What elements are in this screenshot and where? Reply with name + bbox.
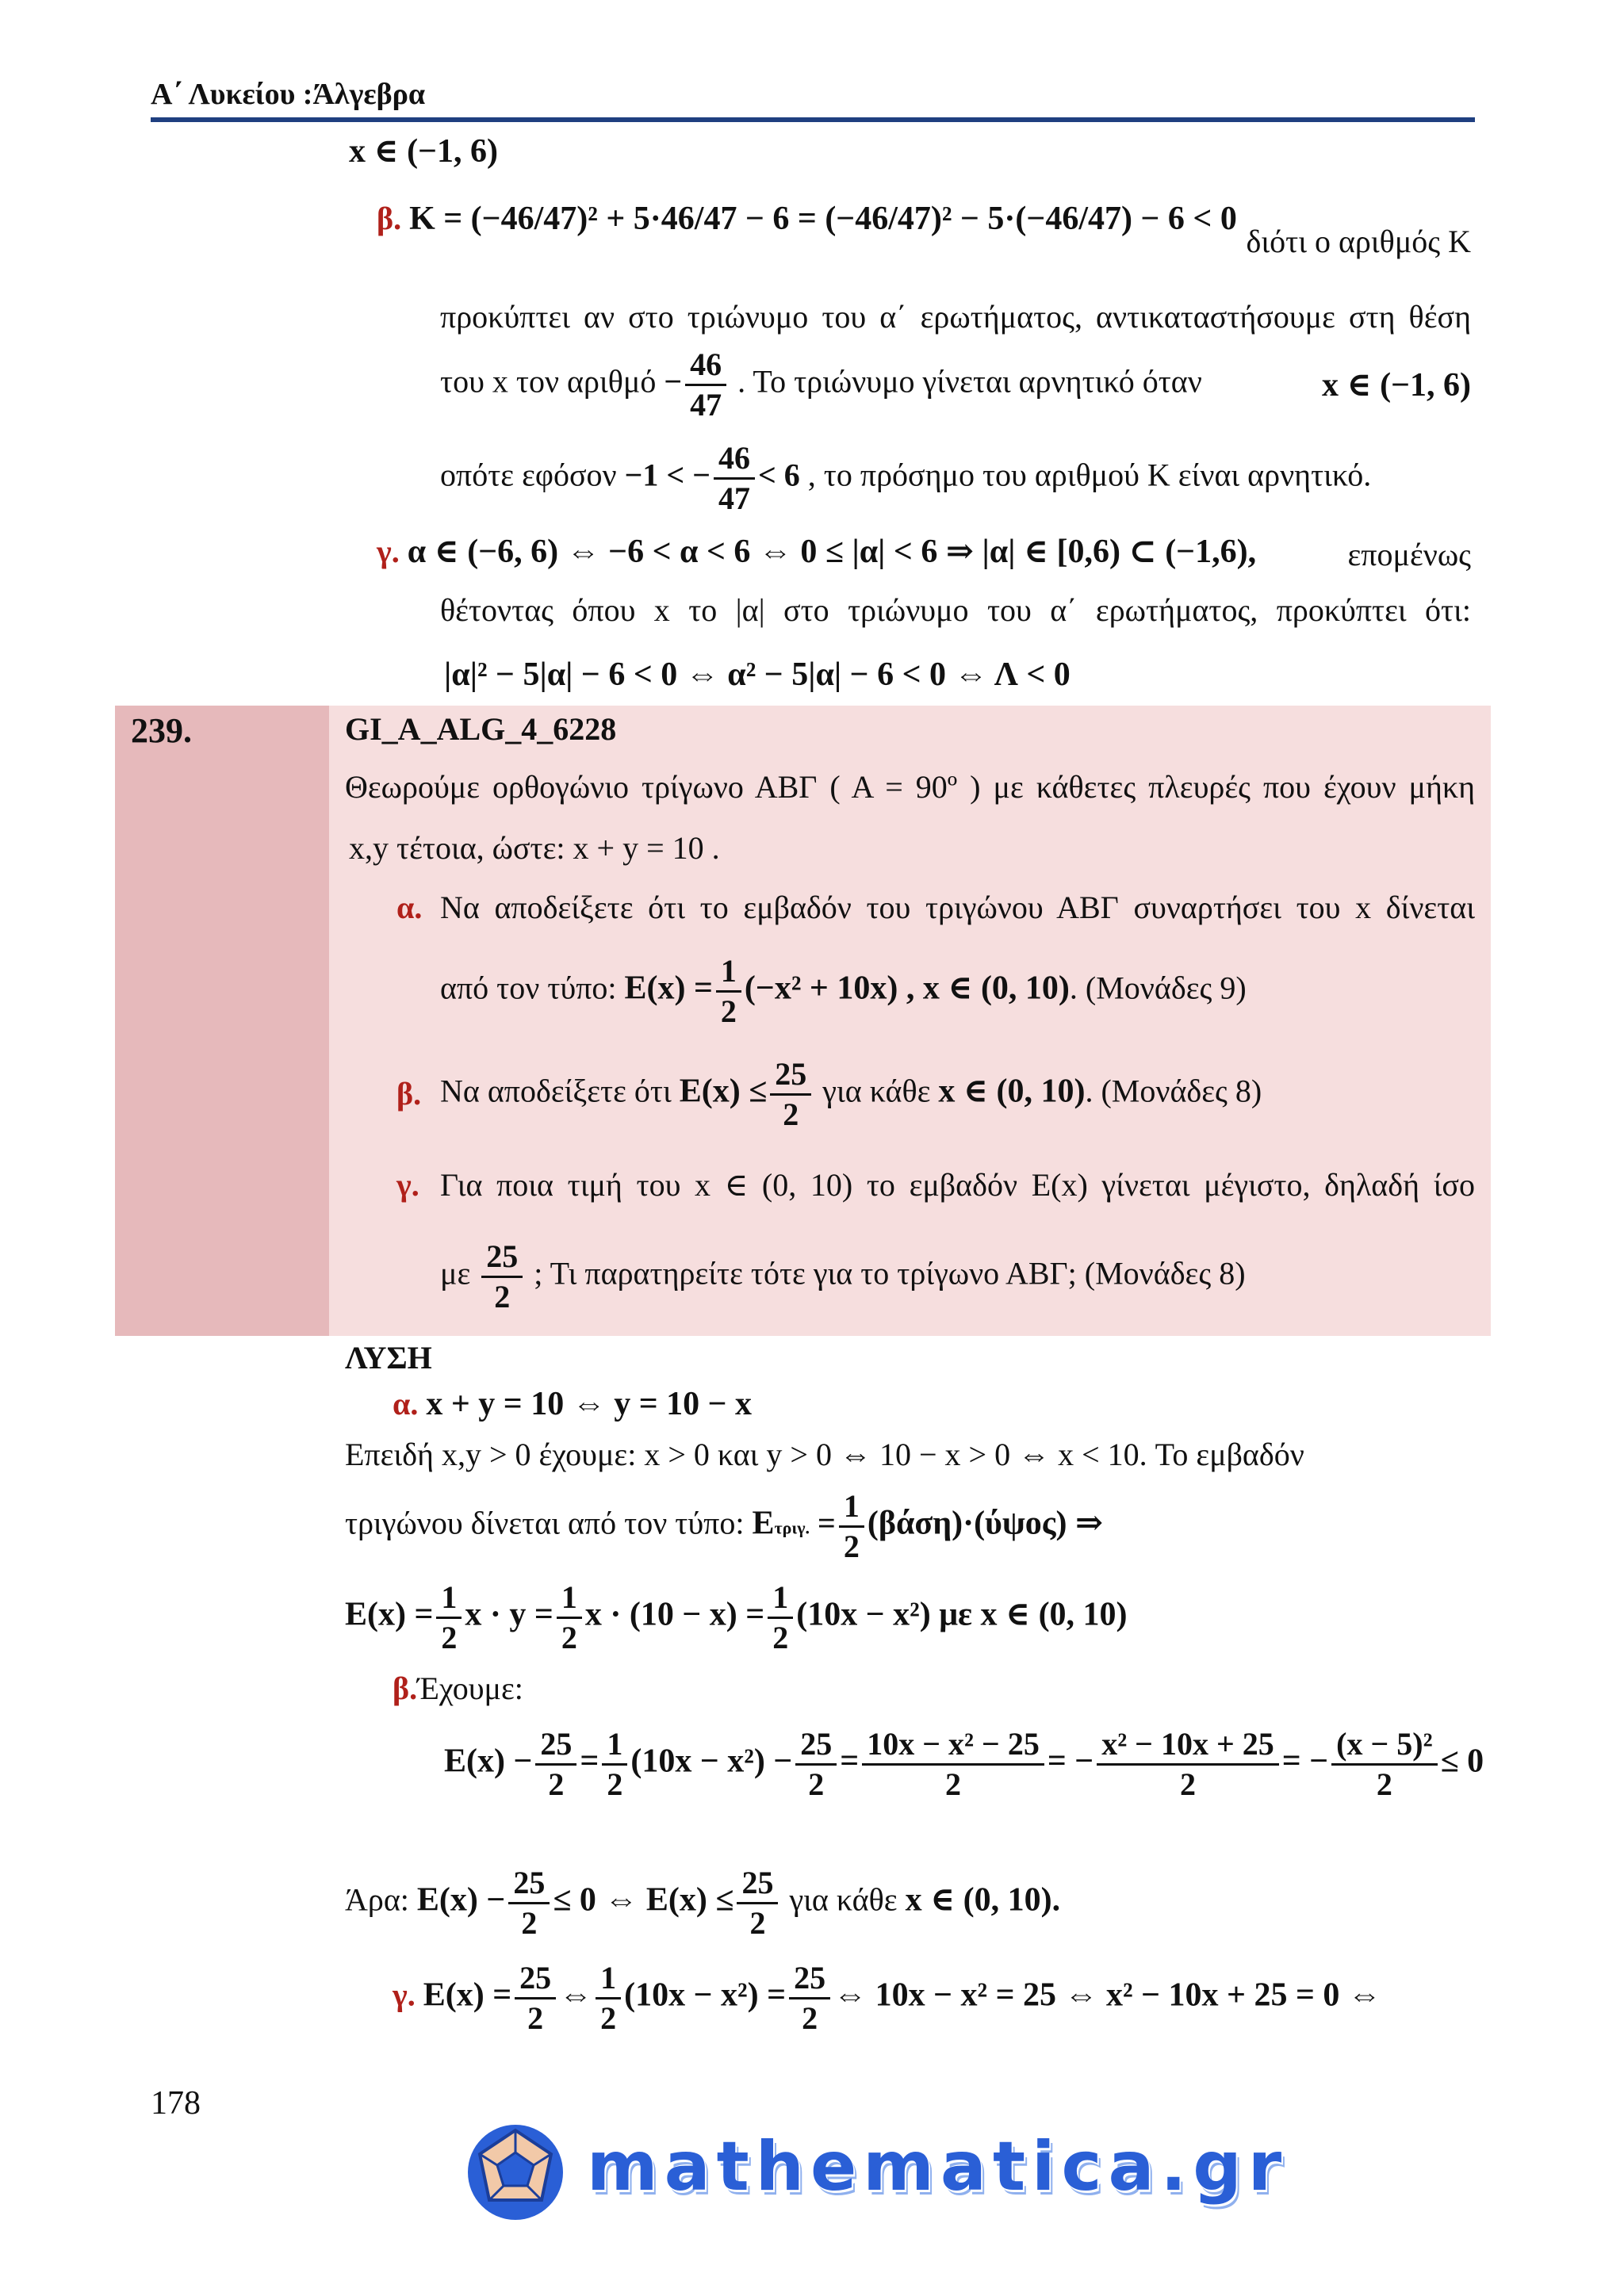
beta-line2: προκύπτει αν στο τριώνυμο του α΄ ερωτήματος, αντικαταστήσουμε στη θέση [440,299,1471,335]
page-number: 178 [151,2085,201,2122]
problem-intro1: Θεωρούμε ορθογώνιο τρίγωνο ΑΒΓ ( Α = 90º ) με κάθετες πλευρές που έχουν μήκη [345,769,1475,805]
solution-title: ΛΥΣΗ [345,1340,432,1376]
top-beta-row [377,202,1237,235]
frac-1-2-area: $\frac{1}{2}$ [839,1490,864,1563]
beta-line4b: , το πρόσημο του αριθμού Κ είναι αρνητικό. [807,457,1372,493]
problem-g-line1: Για ποια τιμή του x ∈ (0, 10) το εμβαδόν E(x) γίνεται μέγιστο, δηλαδή ίσο [440,1167,1475,1203]
gamma-row [377,535,1256,568]
problem-g-label: γ. [396,1167,419,1203]
beta-tail: διότι ο αριθμός Κ [1246,224,1471,259]
problem-code: GI_A_ALG_4_6228 [345,711,617,747]
logo-text: mathematica.gr [587,2127,1289,2206]
beta-line3: του x τον αριθμό − $\frac{46}{47}$ . Το τριώνυμο γίνεται αρνητικό όταν [440,346,1202,423]
problem-intro2: x,y τέτοια, ώστε: x + y = 10 . [349,830,720,866]
gamma-line3: |α|² − 5|α| − 6 < 0 ⇔ α² − 5|α| − 6 < 0 ⇔ Λ < 0 [444,656,1071,693]
frac-25-2: $\frac{25}{2}$ [770,1058,811,1131]
frac-46-47: $\frac{46}{47}$ [685,349,726,421]
solution-b-expr: E(x) − $\frac{25}{2}$ = $\frac{1}{2}$ (10x − x²) − $\frac{25}{2}$ = $\frac{\text{10x − x² − 25}}{2}$ = − $\frac{\text{x² − 10x + 25}}{2}$ = − $\frac{\text{(x − 5)²}}{2}$ ≤ 0 [444,1726,1484,1802]
beta-expr: Κ = (−46/47)² + 5·46/47 − 6 = (−46/47)² − 5·(−46/47) − 6 < 0 [409,201,1237,237]
beta-line3b: . Το τριώνυμο γίνεται αρνητικό όταν [737,363,1202,400]
solution-p3: E(x) = $\frac{1}{2}$ x · y = $\frac{1}{2}$ x · (10 − x) = $\frac{1}{2}$ (10x − x²) με x ∈ (0, 10) [345,1579,1128,1655]
gamma-tail: επομένως [1347,537,1471,572]
beta-line3a: του x τον αριθμό [440,363,657,400]
problem-g-line2: με $\frac{25}{2}$ ; Τι παρατηρείτε τότε για το τρίγωνο ΑΒΓ; (Μονάδες 8) [440,1238,1246,1314]
gamma-expr: α ∈ (−6, 6) ⇔ −6 < α < 6 ⇔ 0 ≤ |α| < 6 ⇒ |α| ∈ [0,6) ⊂ (−1,6), [407,534,1257,570]
beta-line3c: x ∈ (−1, 6) [1322,367,1471,404]
problem-number: 239. [131,711,192,750]
solution-ara: Άρα: E(x) − $\frac{25}{2}$ ≤ 0 ⇔ E(x) ≤ $\frac{25}{2}$ για κάθε x ∈ (0, 10). [345,1865,1061,1941]
solution-p1: Επειδή x,y > 0 έχουμε: x > 0 και y > 0 ⇔ 10 − x > 0 ⇔ x < 10. Το εμβαδόν [345,1437,1304,1472]
header-title: Α΄ Λυκείου :Άλγεβρα [151,78,426,111]
solution-a-row: α. x + y = 10 ⇔ y = 10 − x [393,1386,753,1422]
header-rule [151,117,1475,122]
frac-25-2b: $\frac{25}{2}$ [481,1241,523,1313]
frac-46-47b: $\frac{46}{47}$ [714,442,755,515]
solution-p2: τριγώνου δίνεται από τον τύπο: Ετριγ. = $\frac{1}{2}$ (βάση)·(ύψος) ⇒ [345,1488,1104,1564]
problem-number-band [115,706,329,1336]
problem-b-label: β. [396,1076,422,1112]
problem-a-label: α. [396,890,423,925]
solution-g-row: γ. E(x) = $\frac{25}{2}$ ⇔ $\frac{1}{2}$ (10x − x²) = $\frac{25}{2}$ ⇔ 10x − x² = 25 ⇔ x² − 10x + 25 = 0 ⇔ [393,1960,1381,2036]
top-line0: x ∈ (−1, 6) [349,133,498,170]
solution-b-row: β.Έχουμε: [393,1670,523,1706]
gamma-label: γ. [377,534,400,569]
frac-1-2: $\frac{1}{2}$ [716,955,741,1027]
problem-a-line1: Να αποδείξετε ότι το εμβαδόν του τριγώνου ΑΒΓ συναρτήσει του x δίνεται [440,890,1475,925]
problem-a-line2: από τον τύπο: E(x) = $\frac{1}{2}$ (−x² + 10x) , x ∈ (0, 10). (Μονάδες 9) [440,953,1247,1029]
beta-line4a: οπότε εφόσον [440,457,617,493]
logo-icon [464,2121,567,2224]
problem-b-line: Να αποδείξετε ότι E(x) ≤ $\frac{25}{2}$ για κάθε x ∈ (0, 10). (Μονάδες 8) [440,1056,1262,1132]
beta-line4: οπότε εφόσον −1 < − $\frac{46}{47}$ < 6 , το πρόσημο του αριθμού Κ είναι αρνητικό. [440,440,1372,516]
gamma-line2: θέτοντας όπου x το |α| στο τριώνυμο του α΄ ερωτήματος, προκύπτει ότι: [440,592,1471,628]
beta-label: β. [377,201,402,236]
